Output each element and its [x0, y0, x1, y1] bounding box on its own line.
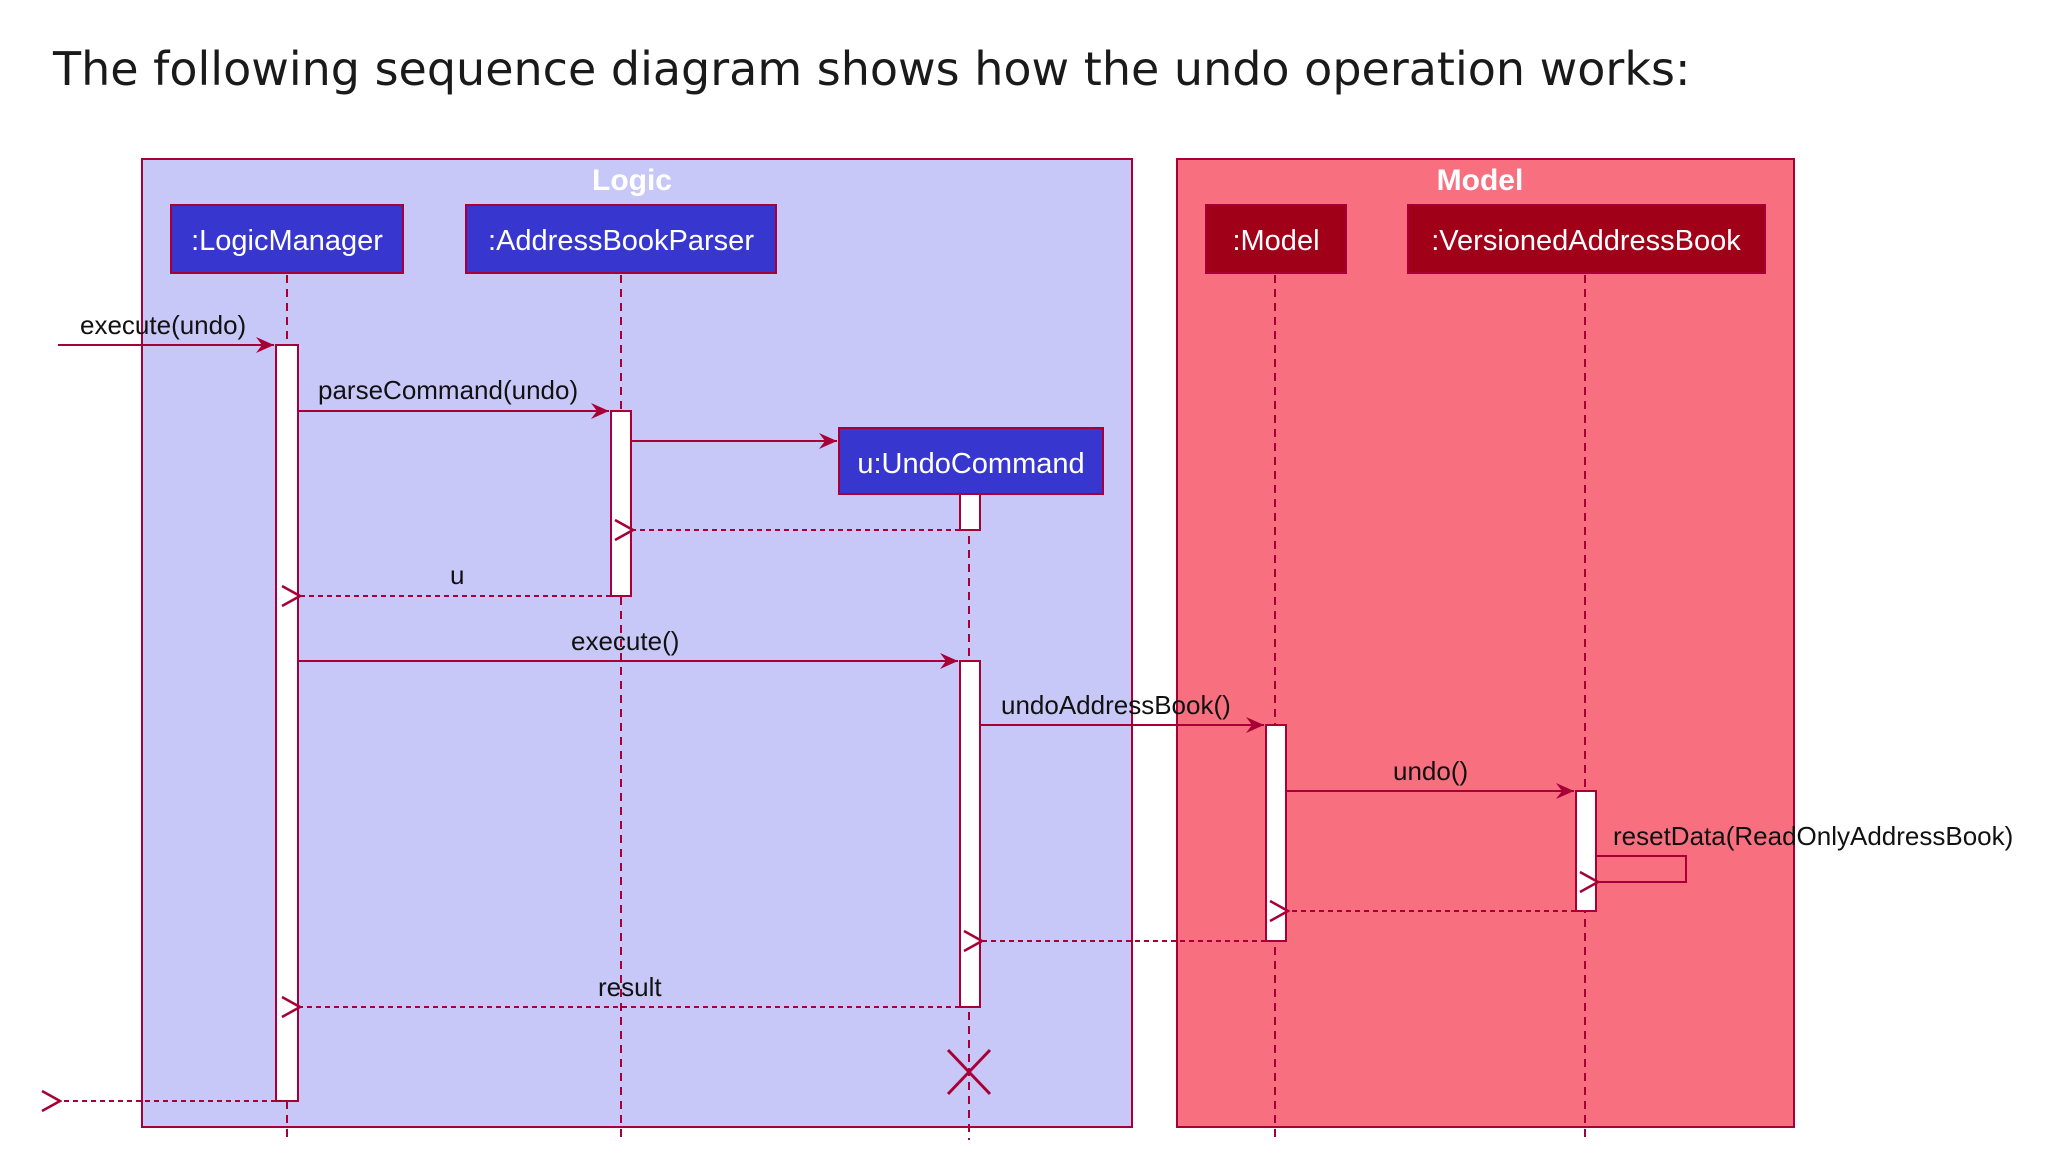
page-heading: The following sequence diagram shows how the undo operation works: — [53, 42, 1691, 96]
message-undo-address-book-label: undoAddressBook() — [1001, 690, 1231, 720]
activation-logic-manager — [276, 345, 298, 1101]
logic-frame-label: Logic — [592, 164, 672, 197]
message-undo-label: undo() — [1393, 756, 1469, 786]
activation-address-book-parser — [611, 411, 631, 596]
activation-undo-command-execute — [960, 661, 980, 1007]
participant-address-book-parser: :AddressBookParser — [488, 225, 754, 257]
message-reset-data-label: resetData(ReadOnlyAddressBook) — [1613, 821, 2014, 851]
participant-model: :Model — [1232, 225, 1320, 257]
activation-versioned-address-book — [1576, 791, 1596, 911]
participant-logic-manager: :LogicManager — [191, 225, 383, 257]
message-parse-command-label: parseCommand(undo) — [318, 375, 579, 405]
activation-undo-command-create — [960, 494, 980, 530]
message-return-u-label: u — [450, 560, 465, 590]
message-execute-undo-label: execute(undo) — [80, 310, 247, 340]
activation-model — [1266, 725, 1286, 941]
model-frame — [1177, 159, 1794, 1127]
message-result-label: result — [598, 972, 662, 1002]
message-execute-label: execute() — [571, 626, 680, 656]
participant-undo-command: u:UndoCommand — [857, 448, 1085, 480]
model-frame-label: Model — [1436, 164, 1524, 197]
participant-versioned-address-book: :VersionedAddressBook — [1431, 225, 1741, 257]
